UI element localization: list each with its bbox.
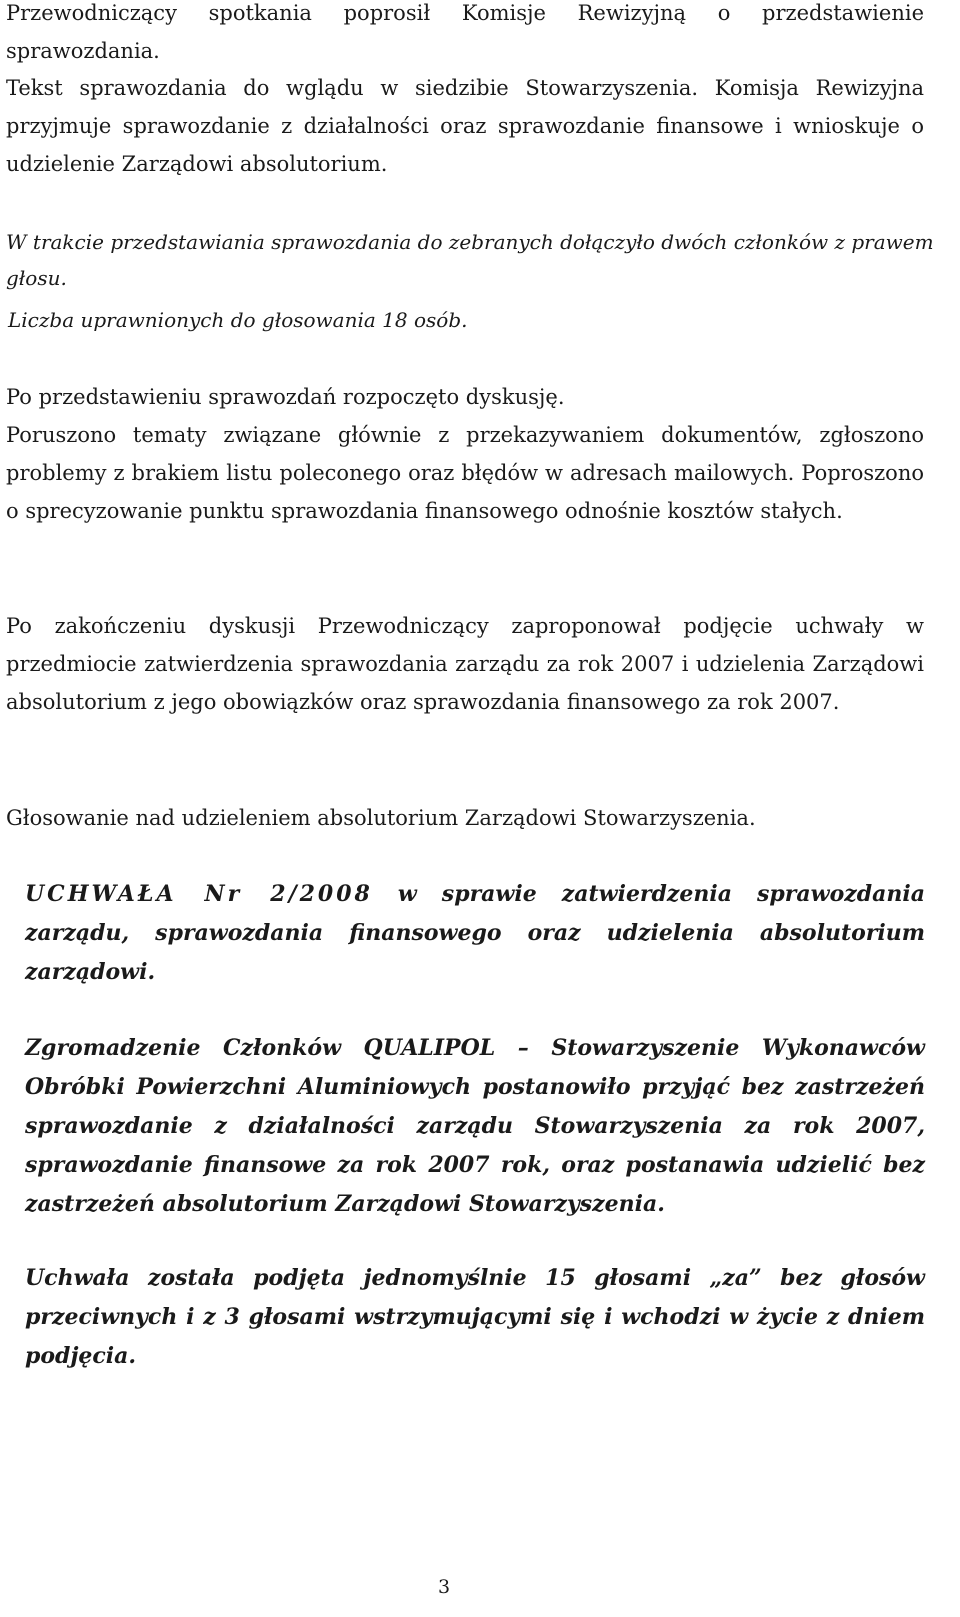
- paragraph-voting: Głosowanie nad udzieleniem absolutorium Zarządowi Stowarzyszenia.: [6, 806, 756, 830]
- resolution-heading: UCHWAŁA Nr 2/2008: [25, 881, 373, 907]
- paragraph-members-joined: W trakcie przedstawiania sprawozdania do zebranych dołączyło dwóch członków z prawem głosu.: [6, 230, 934, 290]
- paragraph-discussion-start: Po przedstawieniu sprawozdań rozpoczęto dyskusję.: [6, 385, 565, 409]
- paragraph-eligible-voters: Liczba uprawnionych do głosowania 18 osób.: [8, 308, 468, 332]
- resolution-body: Zgromadzenie Członków QUALIPOL – Stowarzyszenie Wykonawców Obróbki Powierzchni Aluminiowych postanowiło przyjąć bez zastrzeżeń sprawozdanie z działalności zarządu Stowarzyszenia za rok 2007, sprawozdanie finansowe za rok 2007 rok, oraz postanawia udzielić bez zastrzeżeń absolutorium Zarządowi Stowarzyszenia.: [25, 1035, 925, 1217]
- paragraph-report-text: Tekst sprawozdania do wglądu w siedzibie Stowarzyszenia. Komisja Rewizyjna przyjmuje sprawozdanie z działalności oraz sprawozdanie finansowe i wnioskuje o udzielenie Zarządowi absolutorium.: [6, 76, 924, 176]
- resolution-result: Uchwała została podjęta jednomyślnie 15 głosami „za” bez głosów przeciwnych i z 3 głosami wstrzymującymi się i wchodzi w życie z dniem podjęcia.: [25, 1265, 925, 1369]
- paragraph-discussion-topics: Poruszono tematy związane głównie z przekazywaniem dokumentów, zgłoszono problemy z brakiem listu poleconego oraz błędów w adresach mailowych. Poproszono o sprecyzowanie punktu sprawozdania finansowego odnośnie kosztów stałych.: [6, 423, 924, 523]
- resolution-title: [25, 875, 925, 992]
- page-number: 3: [437, 1576, 451, 1598]
- resolution-subject: w sprawie zatwierdzenia sprawozdania zarządu, sprawozdania finansowego oraz udzielenia absolutorium zarządowi.: [25, 881, 925, 985]
- paragraph-resolution-proposal: Po zakończeniu dyskusji Przewodniczący zaproponował podjęcie uchwały w przedmiocie zatwierdzenia sprawozdania zarządu za rok 2007 i udzielenia Zarządowi absolutorium z jego obowiązków oraz sprawozdania finansowego za rok 2007.: [6, 614, 924, 714]
- paragraph-request-report: Przewodniczący spotkania poprosił Komisje Rewizyjną o przedstawienie sprawozdania.: [6, 1, 924, 63]
